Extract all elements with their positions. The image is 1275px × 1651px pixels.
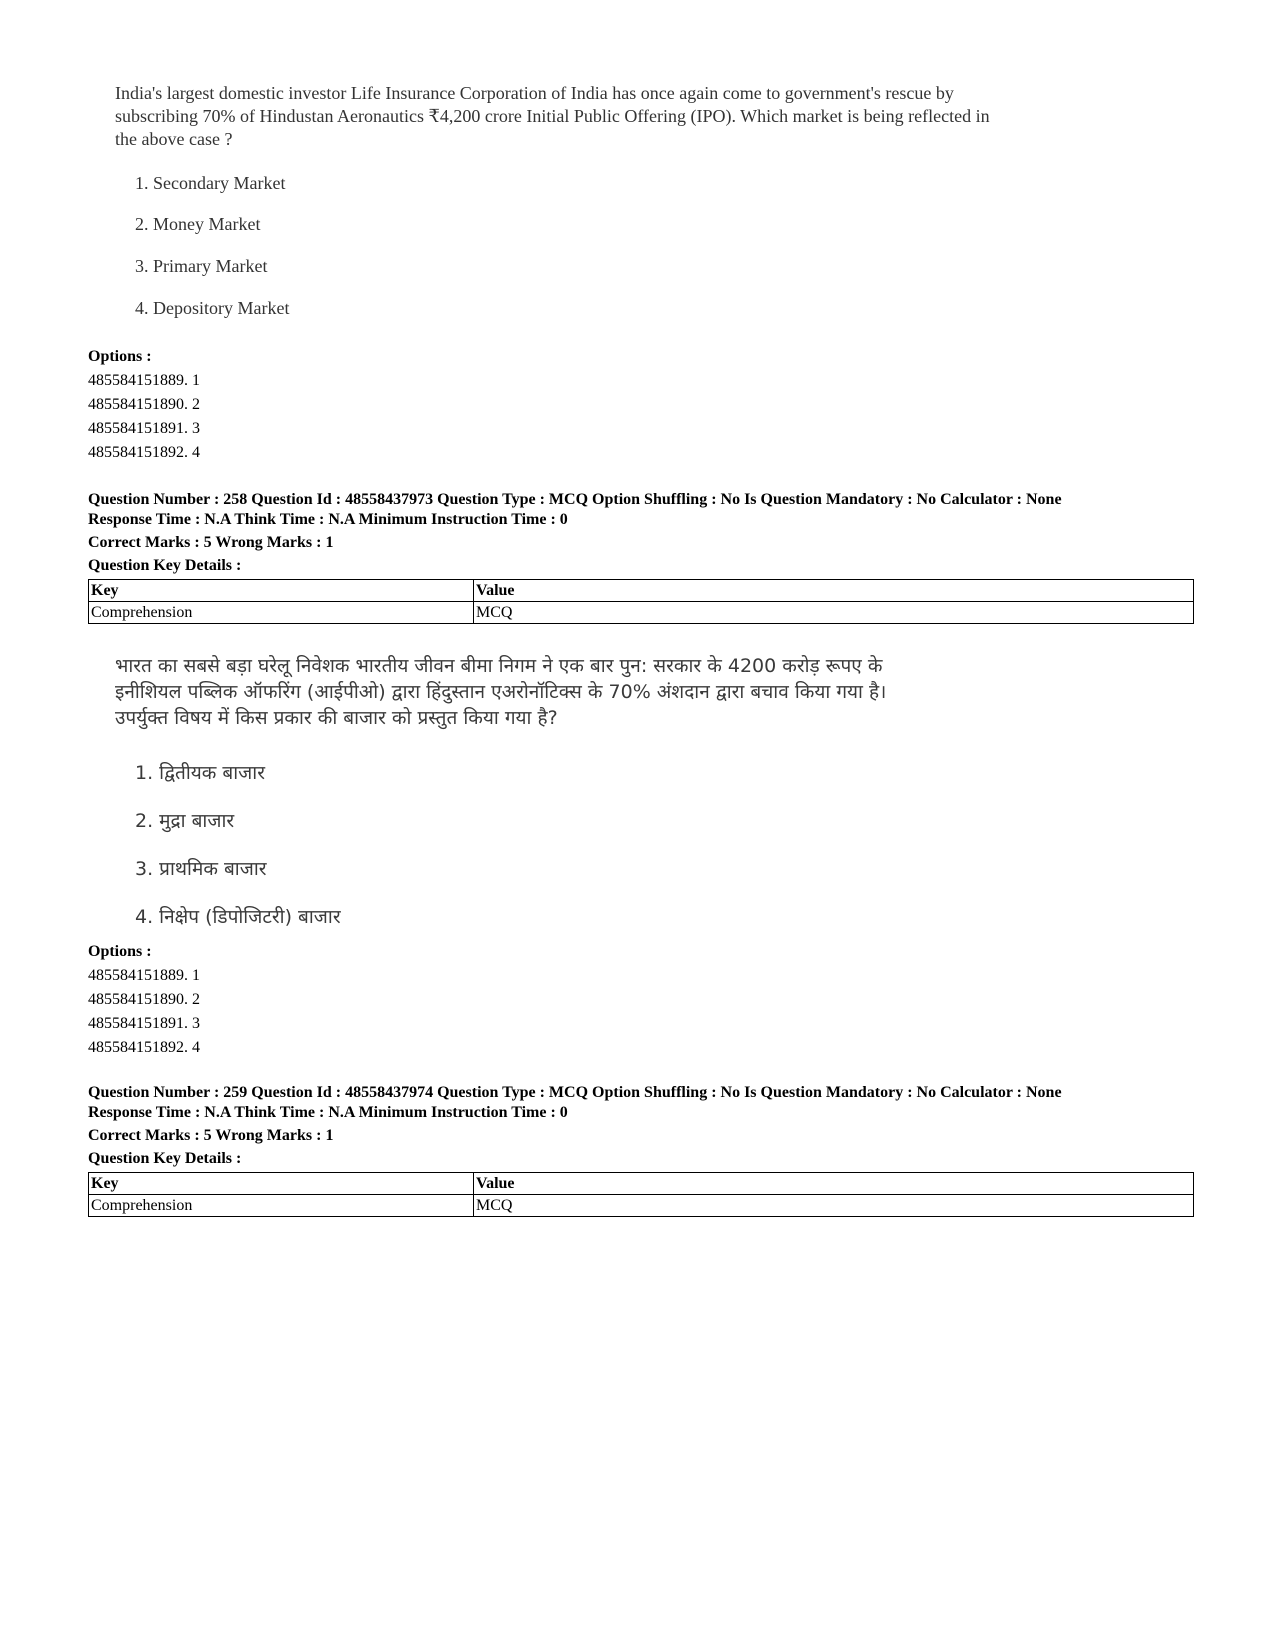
- choice-2: 2. Money Market: [135, 214, 261, 234]
- question-image-hindi: [115, 653, 915, 928]
- table-row: [89, 602, 1194, 624]
- meta-line-1: Question Number : 258 Question Id : 48558437973 Question Type : MCQ Option Shuffling : No Is Question Mandatory : No Calculator : None: [88, 491, 1062, 508]
- key-details-label: Question Key Details :: [88, 557, 242, 574]
- marks-line: Correct Marks : 5 Wrong Marks : 1: [88, 1127, 334, 1144]
- option-line: 485584151892. 4: [88, 444, 200, 461]
- option-line: 485584151889. 1: [88, 967, 200, 984]
- options-label: Options :: [88, 348, 152, 365]
- options-label: Options :: [88, 943, 152, 960]
- key-details-label: Question Key Details :: [88, 1150, 242, 1167]
- question-stem: India's largest domestic investor Life Insurance Corporation of India has once again come to government's rescue by subscribing 70% of Hindustan Aeronautics ₹4,200 crore Initial Public Offering (IPO). Which market is being reflected in the above case ?: [115, 83, 990, 149]
- option-line: 485584151890. 2: [88, 396, 200, 413]
- table-header-value: Value: [474, 1173, 1194, 1195]
- meta-line-1: Question Number : 259 Question Id : 48558437974 Question Type : MCQ Option Shuffling : No Is Question Mandatory : No Calculator : None: [88, 1084, 1062, 1101]
- choice-3: 3. Primary Market: [135, 256, 268, 276]
- table-header-row: [89, 580, 1194, 602]
- table-cell-key: Comprehension: [89, 1195, 474, 1217]
- table-cell-key: Comprehension: [89, 602, 474, 624]
- choice-3-hindi: 3. प्राथमिक बाजार: [135, 858, 267, 880]
- choice-1: 1. Secondary Market: [135, 173, 286, 193]
- table-row: [89, 1195, 1194, 1217]
- choice-1-hindi: 1. द्वितीयक बाजार: [135, 762, 265, 784]
- table-header-value: Value: [474, 580, 1194, 602]
- table-header-row: [89, 1173, 1194, 1195]
- options-block: [88, 940, 200, 1060]
- table-header-key: Key: [89, 1173, 474, 1195]
- question-image-english: [115, 82, 995, 318]
- option-line: 485584151891. 3: [88, 420, 200, 437]
- question-key-table: [88, 579, 1194, 624]
- question-stem-hindi: भारत का सबसे बड़ा घरेलू निवेशक भारतीय जीवन बीमा निगम ने एक बार पुन: सरकार के 4200 करोड़ रूपए के इनीशियल पब्लिक ऑफरिंग (आईपीओ) द्वारा हिंदुस्तान एअरोनॉटिक्स के 70% अंशदान द्वारा बचाव किया गया है। उपर्युक्त विषय में किस प्रकार की बाजार को प्रस्तुत किया गया है?: [115, 655, 887, 729]
- question-meta: [88, 1083, 1198, 1169]
- meta-line-2: Response Time : N.A Think Time : N.A Minimum Instruction Time : 0: [88, 1104, 568, 1121]
- table-cell-value: MCQ: [474, 1195, 1194, 1217]
- option-line: 485584151891. 3: [88, 1015, 200, 1032]
- question-key-table: [88, 1172, 1194, 1217]
- option-line: 485584151889. 1: [88, 372, 200, 389]
- choice-4-hindi: 4. निक्षेप (डिपोजिटरी) बाजार: [135, 906, 341, 928]
- choice-2-hindi: 2. मुद्रा बाजार: [135, 810, 235, 832]
- question-meta: [88, 490, 1198, 576]
- table-header-key: Key: [89, 580, 474, 602]
- meta-line-2: Response Time : N.A Think Time : N.A Minimum Instruction Time : 0: [88, 511, 568, 528]
- option-line: 485584151892. 4: [88, 1039, 200, 1056]
- table-cell-value: MCQ: [474, 602, 1194, 624]
- options-block: [88, 345, 200, 465]
- marks-line: Correct Marks : 5 Wrong Marks : 1: [88, 534, 334, 551]
- choice-4: 4. Depository Market: [135, 298, 290, 318]
- option-line: 485584151890. 2: [88, 991, 200, 1008]
